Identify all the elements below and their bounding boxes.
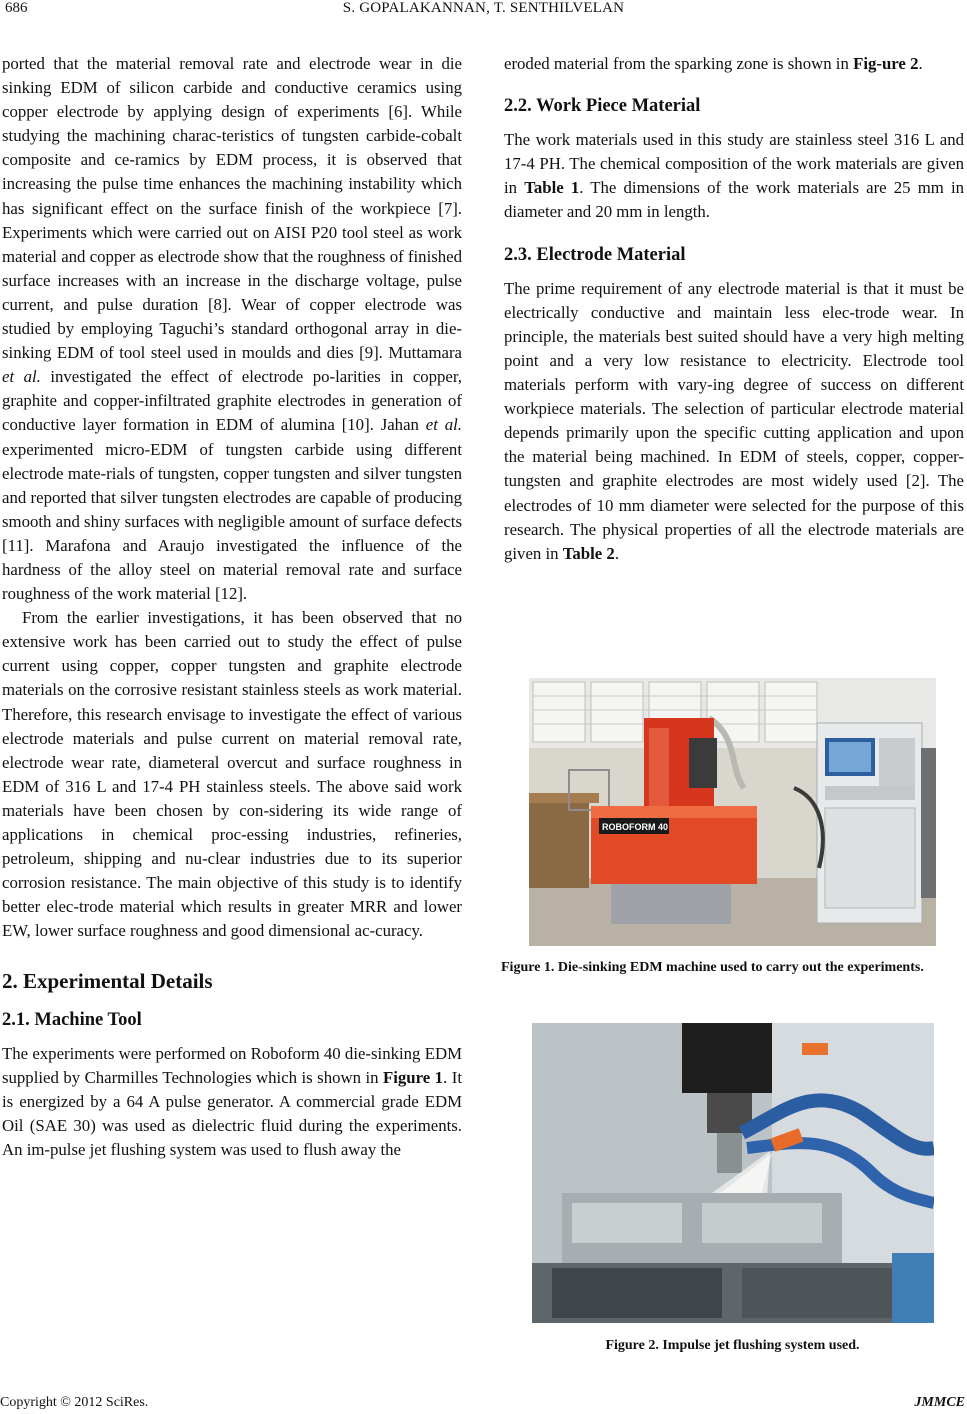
text-run: . The dimensions of the work materials are 25 mm in diameter and 20 mm in length. xyxy=(504,178,964,222)
footer-journal: JMMCE xyxy=(914,1395,965,1410)
flushing-system-illustration xyxy=(532,1023,934,1323)
section-heading: 2. Experimental Details xyxy=(2,969,213,994)
text-run: . xyxy=(918,54,923,73)
text-run: . It is energized by a 64 A pulse generator. A commercial grade EDM Oil (SAE 30) was used as dielectric fluid during the experiments. An im-pulse jet flushing system was used to flush away the xyxy=(2,1067,462,1160)
subsection-heading: 2.3. Electrode Material xyxy=(504,244,686,265)
figure-2-caption: Figure 2. Impulse jet flushing system used. xyxy=(605,1338,860,1353)
figure-1-caption: Figure 1. Die-sinking EDM machine used to carry out the experiments. xyxy=(501,960,924,975)
text-run: eroded material from the sparking zone is shown in xyxy=(504,54,849,73)
right-column xyxy=(504,52,964,566)
paragraph: From the earlier investigations, it has been observed that no extensive work has been carried out to study the effect of pulse current using copper, copper tungsten and graphite electrode materials on the corrosive resistant stainless steels as work material. Therefore, this research envisage to investigate the effect of various electrode materials and pulse current on material removal rate, electrode wear rate, diameteral overcut and surface roughness in EDM of 316 L and 17-4 PH stainless steels. The above said work materials have been chosen by con-sidering its wide range of applications in chemical proc-essing industries, refineries, petroleum, shipping and nu-clear industries due to its superior corrosion resistance. The main objective of this study is to identify better elec-trode material which results in greater MRR and lower EW, lower surface roughness and good dimensional ac-curacy. xyxy=(2,608,462,941)
paragraph xyxy=(2,52,462,606)
text-run: . xyxy=(614,543,620,563)
footer-copyright: Copyright © 2012 SciRes. xyxy=(0,1395,149,1410)
text-run-italic: et al. xyxy=(2,367,41,387)
table-reference: Table 2 xyxy=(562,543,615,563)
text-run: The work materials used in this study are stainless steel 316 L and 17-4 PH. The chemical composition of the work materials are given in xyxy=(504,130,964,198)
paragraph xyxy=(504,128,964,224)
paragraph xyxy=(2,1042,462,1162)
text-run: investigated the effect of electrode po-larities in copper, graphite and copper-infiltrated graphite electrodes in generation of conductive layer formation in EDM of alumina [10]. Jahan xyxy=(2,367,462,435)
left-column xyxy=(2,52,462,1162)
paragraph xyxy=(504,277,964,566)
figure-reference: Figure 1 xyxy=(382,1067,444,1087)
text-run-italic: et al. xyxy=(425,415,462,435)
paragraph xyxy=(504,52,964,76)
figure-2-photo xyxy=(532,1023,934,1323)
text-run: ported that the material removal rate and electrode wear in die sinking EDM of silicon carbide and conductive ceramics using copper electrode by applying design of experiments [6]. While studying the machining charac-teristics of tungsten carbide-cobalt composite and ce-ramics by EDM process, it is observed that increasing the pulse time enhances the machining instability which has significant effect on the surface finish of the workpiece [7]. Experiments which were carried out on AISI P20 tool steel as work material and copper as electrode show that the roughness of finished surface increases with an increase in the discharge voltage, pulse current, and pulse duration [8]. Wear of copper electrode was studied by employing Taguchi’s standard orthogonal array in die-sinking EDM of tool steel used in moulds and dies [9]. Muttamara xyxy=(2,54,462,363)
running-head: S. GOPALAKANNAN, T. SENTHILVELAN xyxy=(342,0,625,16)
edm-machine-illustration xyxy=(529,678,936,946)
subsection-heading: 2.1. Machine Tool xyxy=(2,1009,142,1030)
table-reference: Table 1 xyxy=(524,178,580,198)
text-run: experimented micro-EDM of tungsten carbide using different electrode mate-rials of tungsten, copper tungsten and silver tungsten and reported that silver tungsten electrodes are capable of producing smooth and shiny surfaces with negligible amount of surface defects [11]. Marafona and Araujo investigated the influence of the hardness of the alloy steel on material removal rate and surface roughness of the work material [12]. xyxy=(2,439,462,604)
machine-label: ROBOFORM 40 xyxy=(602,822,669,832)
figure-1-photo xyxy=(529,678,936,946)
figure-reference: Fig-ure 2 xyxy=(853,54,919,73)
text-run: The prime requirement of any electrode material is that it must be electrically conductive and maintain less elec-trode wear. In principle, the materials best suited should have a very high melting point and a very low resistance to electricity. Electrode tool materials perform with vary-ing degree of success on different workpiece materials. The selection of particular electrode material depends primarily upon the specific cutting application and upon the material being machined. In EDM of steels, copper, copper-tungsten and graphite electrodes are most widely used [2]. The electrodes of 10 mm diameter were selected for the purpose of this research. The physical properties of all the electrode materials are given in xyxy=(504,278,964,563)
page-number: 686 xyxy=(5,0,28,16)
text-run: The experiments were performed on Roboform 40 die-sinking EDM supplied by Charmilles Technologies which is shown in xyxy=(2,1043,462,1087)
subsection-heading: 2.2. Work Piece Material xyxy=(504,96,701,117)
